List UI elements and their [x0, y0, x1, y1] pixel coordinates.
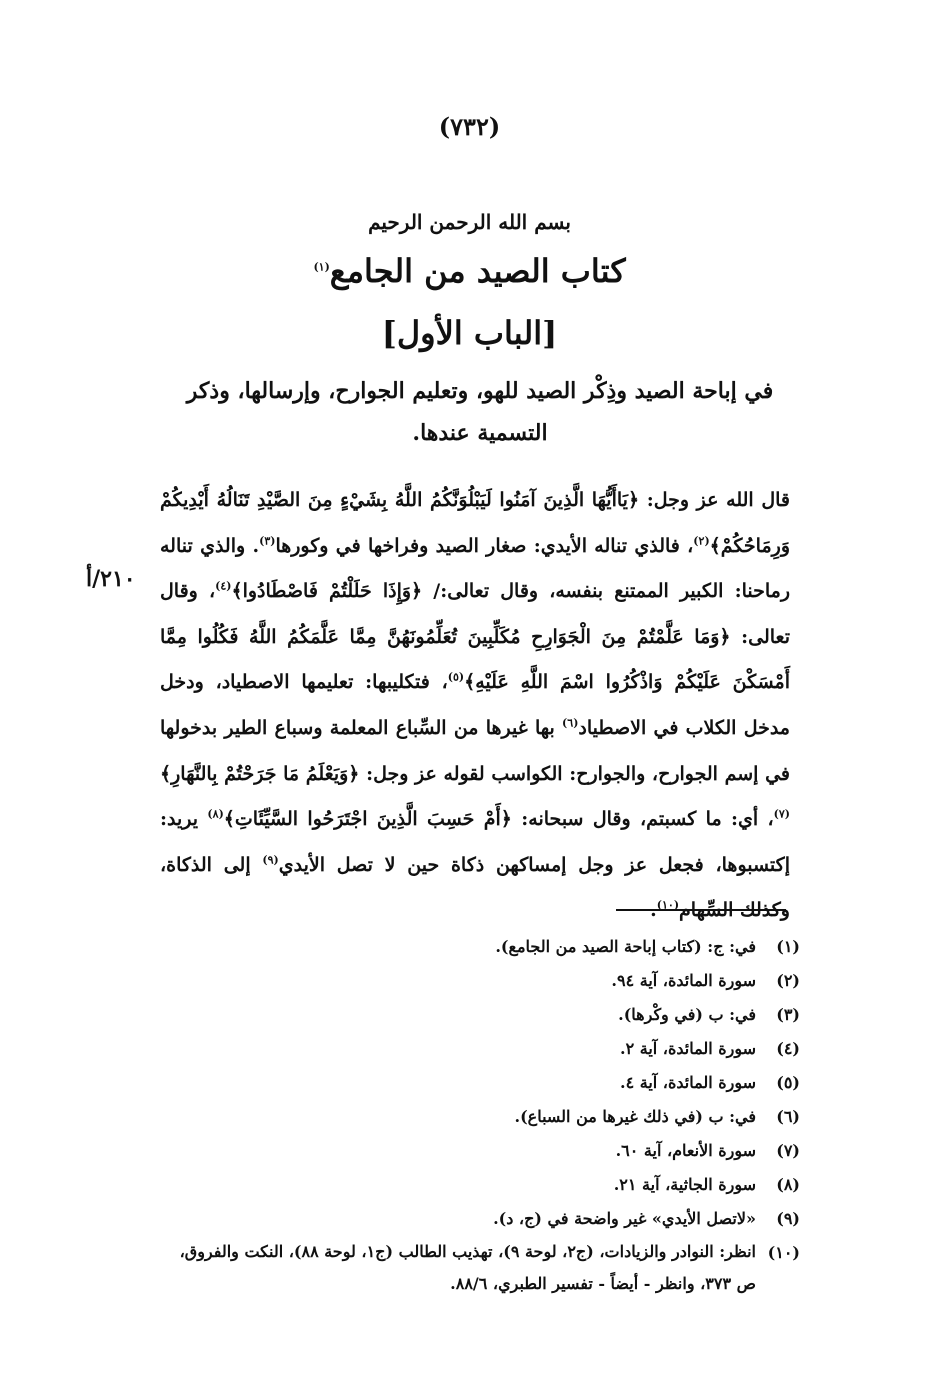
footnote-item [160, 1066, 800, 1100]
footnote-text: سورة المائدة، آية ٢. [620, 1039, 756, 1058]
body-segment: إلى الذكاة، وكذلك السِّهام [160, 853, 790, 922]
footnote-item [160, 1032, 800, 1066]
body-segment: ، وقال تعالى: ﴿وَمَا عَلَّمْتُمْ مِنَ الْجَوَارِحِ مُكَلِّبِينَ تُعَلِّمُونَهُنَّ مِمَّا عَلَّمَكُمُ اللَّهُ فَكُلُوا مِمَّا أَمْسَكْنَ عَلَيْكُمْ وَاذْكُرُوا اسْمَ اللَّهِ عَلَيْهِ﴾ [160, 580, 790, 694]
footnote-number: (١٠) [767, 1243, 800, 1262]
body-segment: يريد: إكتسبوها، فجعل عز وجل إمساكهن ذكاة حين لا تصل الأيدي [160, 808, 790, 876]
body-segment: . [650, 899, 657, 922]
footnote-item [160, 1100, 800, 1134]
body-text [160, 478, 790, 934]
footnote-text: في: ب (في وكْرها). [618, 1005, 756, 1024]
basmala: بسم الله الرحمن الرحيم [368, 210, 571, 234]
body-segment: ، أي: ما كسبتم، وقال سبحانه: ﴿أَمْ حَسِبَ الَّذِينَ اجْتَرَحُوا السَّيِّئَاتِ﴾ [223, 808, 774, 831]
footnote-ref: (٤) [215, 579, 232, 593]
chapter-subtitle: في إباحة الصيد وذِكْر الصيد للهو، وتعليم الجوارح، وإرسالها، وذكر التسمية عندها. [186, 378, 774, 446]
footnote-number: (٩) [776, 1209, 800, 1228]
footnote-text: انظر: النوادر والزيادات، (ج٢، لوحة ٩)، تهذيب الطالب (ج١، لوحة ٨٨)، النكت والفروق، ص ٣٧٣، وانظر - أيضاً - تفسير الطبري، ٨٨/٦. [179, 1242, 756, 1293]
footnote-item [160, 930, 800, 964]
body-segment: ، فتكليبها: تعليمها الاصطياد، ودخل مدخل الكلاب في الاصطياد [160, 671, 790, 739]
footnote-number: (٥) [776, 1073, 800, 1092]
footnote-number: (٨) [776, 1175, 800, 1194]
body-segment: بها غيرها من السِّباع المعلمة وسباع الطير بدخولها في إسم الجوارح، والجوارح: الكواسب لقوله عز وجل: ﴿وَيَعْلَمُ مَا جَرَحْتُمْ بِالنَّهَارِ﴾ [160, 716, 790, 785]
book-title [0, 252, 939, 290]
body-segment: ، فالذي تناله الأيدي: صغار الصيد وفراخها في وكورها [275, 534, 694, 557]
body-segment: . والذي تناله رماحنا: الكبير الممتنع بنفسه، وقال تعالى:/ ﴿وَإِذَا حَلَلْتُمْ فَاصْطَادُوا﴾ [160, 534, 790, 603]
footnote-text: سورة الجاثية، آية ٢١. [613, 1175, 756, 1194]
footnote-ref: (٥) [447, 671, 465, 685]
margin-folio-note: ٢١٠/أ [86, 566, 136, 592]
body-segment: قال الله عز وجل: ﴿يَاأَيُّهَا الَّذِينَ آمَنُوا لَيَبْلُوَنَّكُمُ اللَّهُ بِشَيْءٍ مِنَ الصَّيْدِ تَنَالُهُ أَيْدِيكُمْ وَرِمَاحُكُمْ﴾ [160, 489, 790, 557]
footnote-text: في: ب (في ذلك غيرها من السباع). [514, 1107, 756, 1126]
footnote-text: سورة الأنعام، آية ٦٠. [615, 1141, 756, 1160]
footnote-text: «لاتصل الأيدي» غير واضحة في (ج، د). [493, 1209, 756, 1228]
footnote-divider [616, 909, 786, 911]
footnote-ref: (١٠) [656, 899, 680, 913]
footnote-item [160, 998, 800, 1032]
footnotes [160, 930, 800, 1300]
footnote-text: في: ج: (كتاب إباحة الصيد من الجامع). [495, 937, 756, 956]
footnote-ref: (٩) [262, 853, 279, 867]
book-title-text: كتاب الصيد من الجامع [329, 252, 626, 290]
chapter-title: [الباب الأول] [381, 314, 558, 352]
footnote-item [160, 1134, 800, 1168]
footnote-number: (٣) [776, 1005, 800, 1024]
footnote-ref: (٧) [773, 807, 791, 821]
footnote-item [160, 1236, 800, 1300]
footnote-text: سورة المائدة، آية ٤. [620, 1073, 756, 1092]
footnote-number: (٦) [776, 1107, 800, 1126]
footnote-number: (٧) [776, 1141, 800, 1160]
footnote-number: (١) [776, 937, 800, 956]
footnote-item [160, 1202, 800, 1236]
footnote-text: سورة المائدة، آية ٩٤. [611, 971, 756, 990]
footnote-ref: (٨) [207, 807, 224, 821]
footnote-ref: (٣) [259, 534, 276, 548]
footnote-item [160, 964, 800, 998]
footnote-number: (٢) [776, 971, 800, 990]
footnote-ref: (١) [313, 260, 330, 274]
footnote-number: (٤) [776, 1039, 800, 1058]
footnote-ref: (٢) [693, 534, 710, 548]
page-number: (٧٣٢) [438, 112, 501, 141]
footnote-item [160, 1168, 800, 1202]
footnote-ref: (٦) [562, 716, 579, 730]
